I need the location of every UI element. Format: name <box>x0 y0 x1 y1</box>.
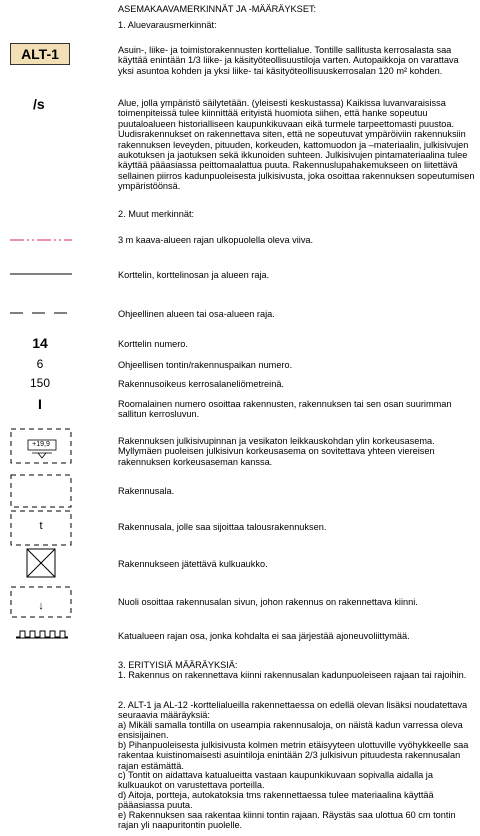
legend-arrow-side: Nuoli osoittaa rakennusalan sivun, johon rakennus on rakennettava kiinni. <box>118 597 418 607</box>
legend-facade-height: Rakennuksen julkisivupinnan ja vesikaton leikkauskohdan ylin korkeusasema. Myllymäen puoleisen julkisivun korkeusasema on sovitettava yhteen viereisen rakennuksen korkeusaseman kanssa. <box>118 436 435 467</box>
section-3-item-2c: c) Tontit on aidattava katualueitta vastaan kaupunkikuvaan sopivalla aidalla ja kulkuaukot on varustettava porteilla. <box>118 770 433 791</box>
document-title: ASEMAKAAVAMERKINNÄT JA -MÄÄRÄYKSET: <box>118 4 317 14</box>
legend-outbuilding-area: Rakennusala, jolle saa sijoittaa talousrakennuksen. <box>118 522 327 532</box>
section-2-heading: 2. Muut merkinnät: <box>118 209 195 219</box>
floor-area-symbol: 150 <box>29 376 51 390</box>
dashed-boundary-line-icon <box>10 312 72 315</box>
legend-no-vehicle-access: Katualueen rajan osa, jonka kohdalta ei saa järjestää ajoneuvoliittymää. <box>118 631 410 641</box>
building-area-icon <box>10 474 72 508</box>
plot-number-symbol: 6 <box>36 357 44 371</box>
alt1-symbol: ALT-1 <box>21 46 59 62</box>
section-3-item-1: 1. Rakennus on rakennettava kiinni rakennusalan kadunpuoleiseen rajaan tai rajoihin. <box>118 670 467 680</box>
legend-block-line: Korttelin, korttelinosan ja alueen raja. <box>118 270 270 280</box>
legend-building-area: Rakennusala. <box>118 486 175 496</box>
boundary-3m-line-icon <box>10 238 72 242</box>
legend-plot-number: Ohjeellisen tontin/rakennuspaikan numero. <box>118 360 293 370</box>
no-vehicle-access-icon <box>16 629 68 639</box>
block-number-symbol: 14 <box>32 335 48 351</box>
legend-passage: Rakennukseen jätettävä kulkuaukko. <box>118 559 268 569</box>
alt1-symbol-box <box>10 43 70 65</box>
legend-dashed-line: Ohjeellinen alueen tai osa-alueen raja. <box>118 309 275 319</box>
passage-cross-box-icon <box>26 548 56 578</box>
legend-floor-area: Rakennusoikeus kerrosalaneliömetreinä. <box>118 379 284 389</box>
legend-roman-numeral: Roomalainen numero osoittaa rakennusten, rakennuksen tai sen osan suurimman sallitun kerrosluvun. <box>118 399 452 420</box>
block-boundary-line-icon <box>10 273 72 276</box>
section-3-heading: 3. ERITYISIÄ MÄÄRÄYKSIÄ: <box>118 660 238 670</box>
section-3-item-2a: a) Mikäli samalla tontilla on useampia rakennusaloja, on näistä kadun varressa oleva ensisijainen. <box>118 720 463 741</box>
legend-block-number: Korttelin numero. <box>118 339 188 349</box>
section-1-heading: 1. Aluevarausmerkinnät: <box>118 20 217 30</box>
section-3-item-2-intro: 2. ALT-1 ja AL-12 -korttelialueilla rakennettaessa on edellä olevan lisäksi noudatettava seuraavia määräyksiä: <box>118 700 468 721</box>
legend-boundary-3m: 3 m kaava-alueen rajan ulkopuolella oleva viiva. <box>118 235 314 245</box>
facade-height-label: +19,9 <box>32 441 50 448</box>
s-description: Alue, jolla ympäristö säilytetään. (yleisesti keskustassa) Kaikissa luvanvaraisissa toimenpiteissä tulee kiinnittää erityistä huomiota siihen, että hanke sopeutuu puutaloalueen historialliseen kaupunkikuvaan eikä turmele tarpeettomasti puustoa. Uudisrakennukset on rakennettava siten, että ne sopeutuvat ympäröiviin rakennuksiin rakennuksen leveyden, pituuden, korkeuden, kattomuodon ja –materiaalin, julkisivujen aukotuksen ja jaotuksen sekä ikkunoiden suhteen. Julkisivujen pintamateriaalina tulee käyttää pääasiassa peittomaalattua puuta. Rakennuslupahakemukseen on liitettävä sellainen piirros kadunpuoleisesta julkisivusta, joka osoittaa rakennuksen sopeutumisen ympäristöönsä. <box>118 98 475 192</box>
arrow-down-icon: ↓ <box>38 600 44 612</box>
section-3-item-2b: b) Pihanpuoleisesta julkisivusta kolmen metrin etäisyyteen ulottuville vyöhykkeelle saa rakentaa kuistinomaisesti asuintiloja enintään 2/3 julkisivun pituudesta rakennusalan rajan estämättä. <box>118 740 469 771</box>
roman-numeral-symbol: I <box>38 396 42 412</box>
alt1-description: Asuin-, liike- ja toimistorakennusten korttelialue. Tontille sallitusta kerrosalasta saa käyttää enintään 1/3 liike- ja käsityöteollisuustiloja varten. Autopaikkoja on varattava yksi asuntoa kohden ja yksi liike- tai käsityöteollisuuskerrosalan 120 m² kohden. <box>118 45 459 76</box>
outbuilding-symbol: t <box>39 520 43 532</box>
section-3-item-2d: d) Aitoja, portteja, autokatoksia tms rakennettaessa tulee materiaalina käyttää pääasiassa puuta. <box>118 790 434 811</box>
s-symbol: /s <box>33 96 45 112</box>
section-3-item-2e: e) Rakennuksen saa rakentaa kiinni tontin rajaan. Räystäs saa ulottua 60 cm tontin rajan yli naapuritontin puolelle. <box>118 810 456 831</box>
